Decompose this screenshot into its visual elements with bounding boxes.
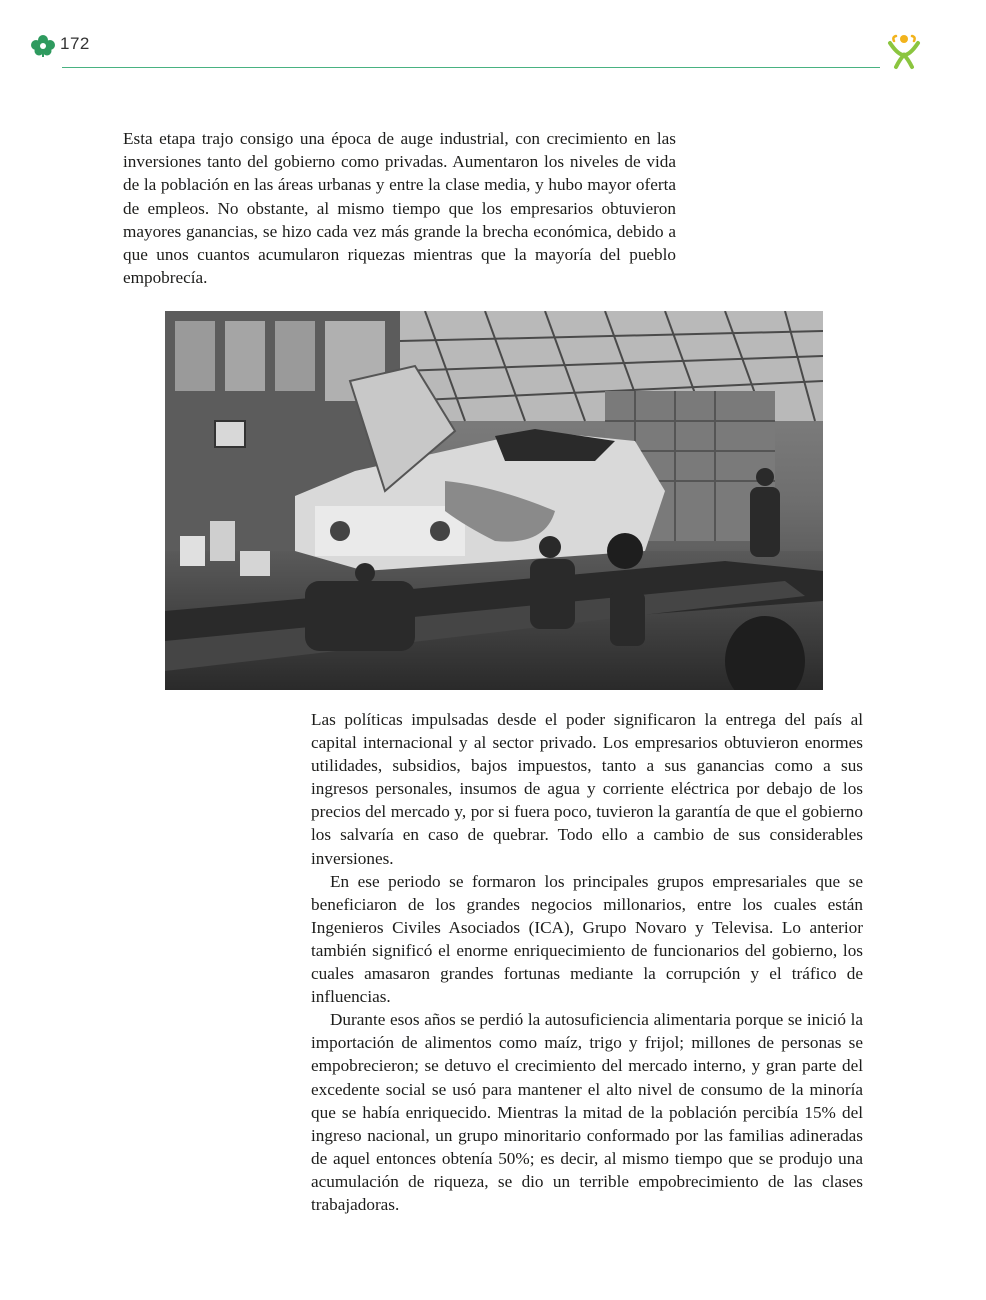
- intro-paragraph: Esta etapa trajo consigo una época de auge industrial, con crecimiento en las inversiones tanto del gobierno como privadas. Aumentaron los niveles de vida de la población en las áreas urbanas y entre la clase media, y hubo mayor oferta de empleos. No obstante, al mismo tiempo que los empresarios obtuvieron mayores ganancias, se hizo cada vez más grande la brecha económica, debido a que unos cuantos acumularon riquezas mientras que la mayoría del pueblo empobrecía.: [123, 129, 676, 288]
- green-flower-logo-icon: [30, 33, 56, 57]
- body-text: [311, 708, 863, 1216]
- header-rule: [62, 67, 880, 68]
- page-number: 172: [60, 34, 90, 53]
- yellow-green-figure-logo-icon: [884, 33, 924, 73]
- body-paragraph-3: Durante esos años se perdió la autosuficiencia alimentaria porque se inició la importación de alimentos como maíz, trigo y frijol; millones de personas se empobrecieron; se detuvo el crecimiento del mercado interno, y gran parte del excedente social se usó para mantener el alto nivel de consumo de la minoría que se había enriquecido. Mientras la mitad de la población percibía 15% del ingreso nacional, un grupo minoritario conformado por las familias adineradas de aquel entonces obtenía 50%; es decir, al mismo tiempo que se produjo una acumulación de riqueza, se dio un terrible empobrecimiento de las clases trabajadoras.: [311, 1010, 863, 1214]
- car-assembly-line-photo: [165, 311, 823, 690]
- page-header: [0, 0, 986, 80]
- body-paragraph-1: Las políticas impulsadas desde el poder significaron la entrega del país al capital internacional y al sector privado. Los empresarios obtuvieron enormes utilidades, subsidios, bajos impuestos, tanto a sus ganancias como a sus ingresos personales, insumos de agua y corriente eléctrica por debajo de los precios del mercado y, por si fuera poco, tuvieron la garantía de que el gobierno los salvaría en caso de quebrar. Todo ello a cambio de sus considerables inversiones.: [311, 710, 863, 868]
- body-paragraph-2: En ese periodo se formaron los principales grupos empresariales que se beneficiaron de los grandes negocios millonarios, entre los cuales están Ingenieros Civiles Asociados (ICA), Grupo Novaro y Televisa. Lo anterior también significó el enorme enriquecimiento de funcionarios del gobierno, los cuales amasaron grandes fortunas mediante la corrupción y el tráfico de influencias.: [311, 871, 863, 1007]
